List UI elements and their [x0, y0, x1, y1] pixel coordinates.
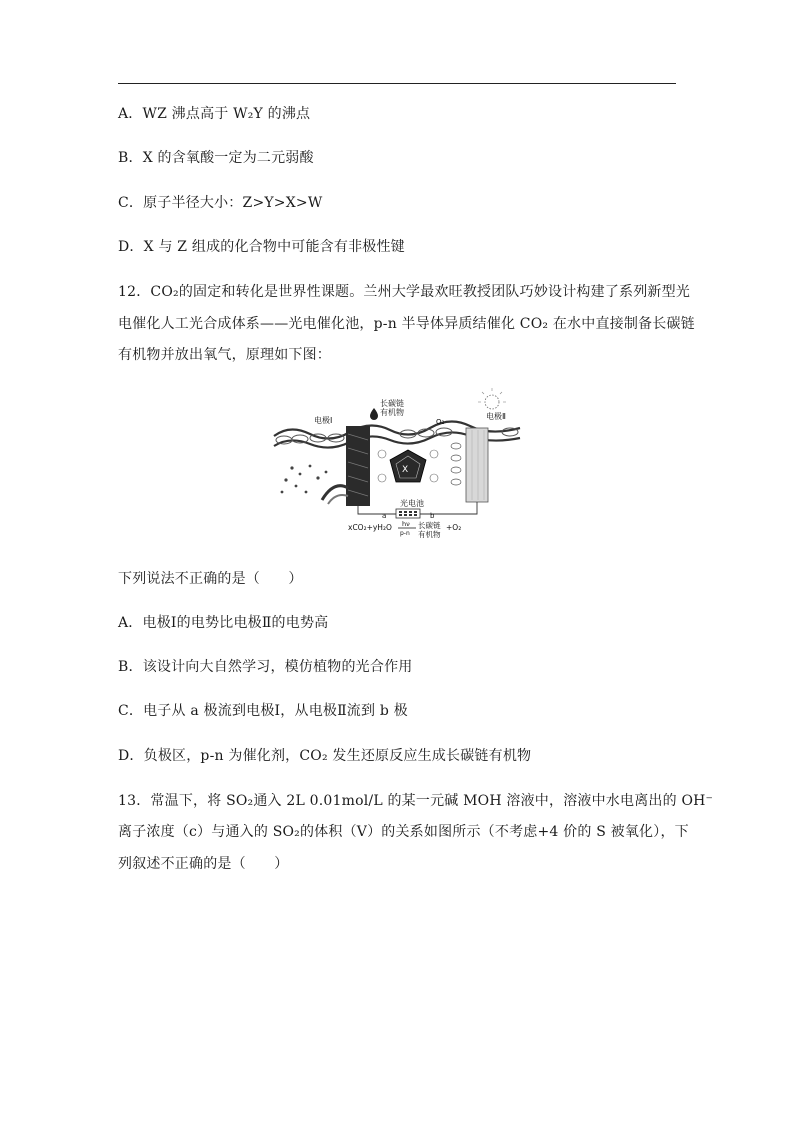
label-terminal-b: b	[430, 512, 435, 520]
photo-cell	[396, 509, 420, 518]
photoelectrocatalysis-diagram	[270, 388, 522, 540]
label-o2: O₂	[436, 418, 445, 426]
equation-condition-below: p-n	[400, 530, 410, 537]
label-terminal-a: a	[382, 512, 387, 520]
label-photo-cell: 光电池	[400, 499, 424, 508]
q11-option-b: B．X 的含氧酸一定为二元弱酸	[118, 150, 314, 166]
q12-option-a: A．电极Ⅰ的电势比电极Ⅱ的电势高	[118, 615, 329, 631]
q11-option-c: C．原子半径大小：Z>Y>X>W	[118, 195, 323, 211]
q12-option-b: B．该设计向大自然学习，模仿植物的光合作用	[118, 659, 413, 675]
equation-reactants: xCO₂+yH₂O	[348, 523, 392, 532]
q12-stem-line1: 12．CO₂的固定和转化是世界性课题。兰州大学最欢旺教授团队巧妙设计构建了系列新型光	[118, 284, 691, 300]
q11-option-d: D．X 与 Z 组成的化合物中可能含有非极性键	[118, 239, 405, 255]
q12-option-d: D．负极区，p-n 为催化剂，CO₂ 发生还原反应生成长碳链有机物	[118, 748, 532, 764]
equation-condition-above: hν	[402, 520, 410, 528]
label-long-chain-line1: 长碳链	[380, 399, 404, 408]
q12-question: 下列说法不正确的是（ ）	[118, 571, 303, 587]
q11-option-a: A．WZ 沸点高于 W₂Y 的沸点	[118, 106, 311, 122]
co2-molecules	[281, 465, 328, 494]
header-rule	[118, 83, 676, 84]
label-electrode-1: 电极Ⅰ	[314, 416, 333, 425]
label-electrode-2: 电极Ⅱ	[486, 412, 506, 421]
catalyst-crystal	[378, 450, 438, 482]
q13-stem-line1: 13．常温下，将 SO₂通入 2L 0.01mol/L 的某一元碱 MOH 溶液中，溶液中水电离出的 OH⁻	[118, 793, 714, 809]
droplet-icon	[370, 408, 378, 420]
electrode-1	[346, 426, 377, 506]
sun-icon	[478, 388, 506, 409]
q12-option-c: C．电子从 a 极流到电极Ⅰ，从电极Ⅱ流到 b 极	[118, 703, 408, 719]
q13-stem-line3: 列叙述不正确的是（ ）	[118, 856, 289, 872]
equation-product-line2: 有机物	[418, 530, 441, 539]
equation-product-line1: 长碳链	[418, 521, 441, 530]
equation-oxygen: +O₂	[446, 523, 462, 532]
q12-stem-line3: 有机物并放出氧气，原理如下图：	[118, 347, 331, 363]
q13-stem-line2: 离子浓度（c）与通入的 SO₂的体积（V）的关系如图所示（不考虑+4 价的 S 被氧化），下	[118, 824, 689, 840]
carbon-chain-arc-2	[328, 495, 348, 504]
svg-text:X: X	[402, 465, 409, 475]
label-long-chain-line2: 有机物	[380, 408, 404, 417]
q12-stem-line2: 电催化人工光合成体系——光电催化池，p-n 半导体异质结催化 CO₂ 在水中直接制备长碳链	[118, 316, 695, 332]
electrode-2	[451, 428, 488, 502]
